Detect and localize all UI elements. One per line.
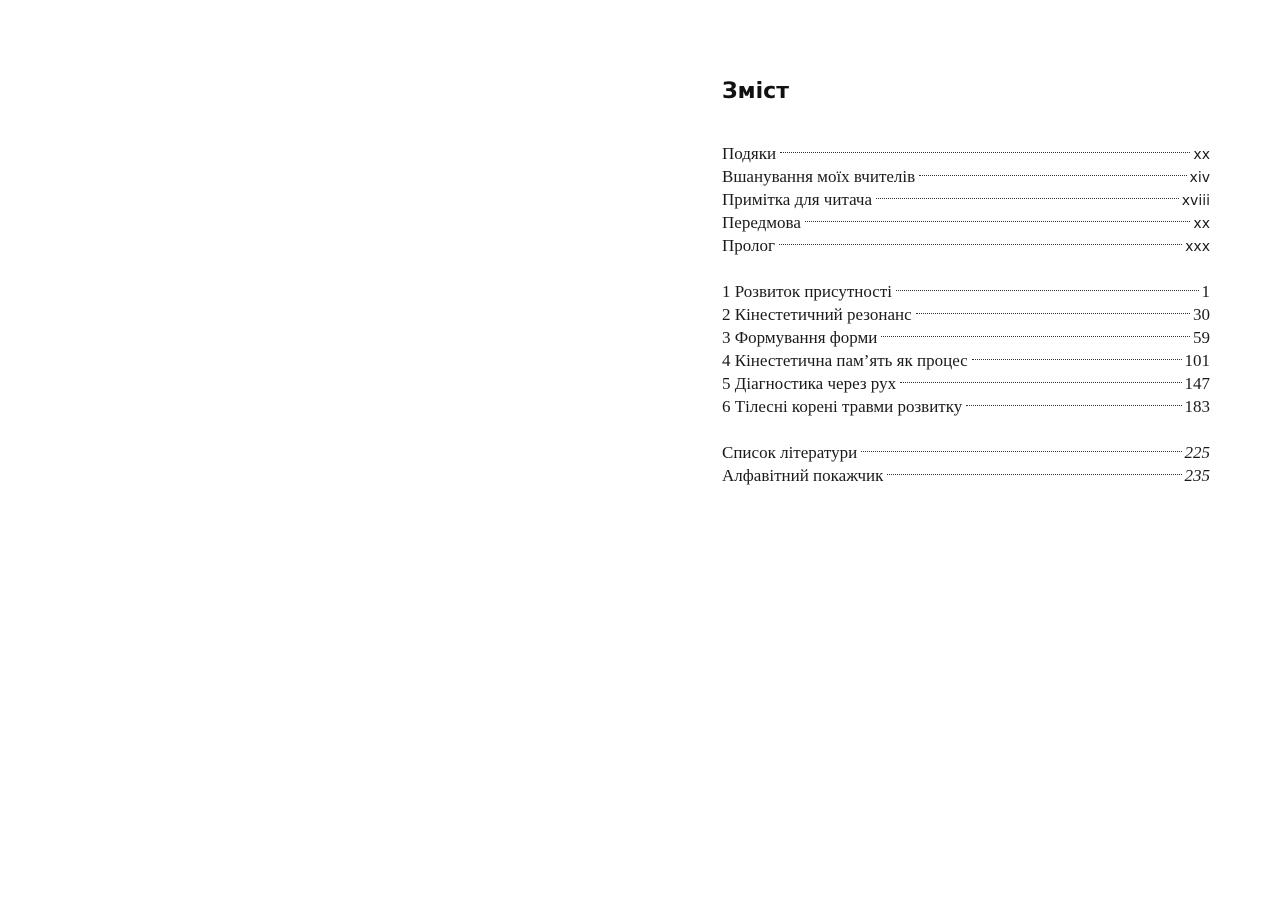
chapters-list — [722, 274, 1210, 416]
dot-leader — [896, 274, 1199, 297]
dot-leader — [861, 435, 1181, 458]
toc-entry-label: Подяки — [722, 144, 777, 163]
toc-entry-bibliography[interactable] — [722, 435, 1210, 462]
toc-entry-page: xviii — [1181, 193, 1210, 209]
toc-entry-page: 183 — [1184, 397, 1210, 416]
toc-entry-label: Вшанування моїх вчителів — [722, 167, 916, 186]
toc-page — [640, 0, 1280, 907]
dot-leader — [900, 366, 1181, 389]
toc-entry-page: xx — [1193, 147, 1210, 163]
toc-entry-label: 5 Діагностика через рух — [722, 374, 897, 393]
dot-leader — [881, 320, 1190, 343]
toc-entry-page: 1 — [1201, 282, 1210, 301]
toc-entry-label: 2 Кінестетичний резонанс — [722, 305, 912, 324]
toc-entry-page: xiv — [1189, 170, 1210, 186]
toc-entry-page: xx — [1193, 216, 1210, 232]
toc-entry-chapter-1[interactable] — [722, 274, 1210, 301]
toc-entry-label: Передмова — [722, 213, 801, 232]
dot-leader — [966, 389, 1181, 412]
toc-entry-page: 59 — [1193, 328, 1210, 347]
toc-entry-page: 147 — [1184, 374, 1210, 393]
dot-leader — [876, 182, 1179, 205]
table-of-contents — [722, 76, 1210, 504]
toc-entry-page: 235 — [1184, 466, 1210, 485]
toc-entry-label: 3 Формування форми — [722, 328, 878, 347]
front-matter-list — [722, 136, 1210, 255]
toc-entry-acknowledgements[interactable] — [722, 136, 1210, 163]
toc-entry-label: 1 Розвиток присутності — [722, 282, 892, 301]
dot-leader — [916, 297, 1190, 320]
toc-entry-page: 225 — [1184, 443, 1210, 462]
dot-leader — [887, 458, 1181, 481]
toc-entry-page: 30 — [1193, 305, 1210, 324]
dot-leader — [919, 159, 1186, 182]
toc-entry-page: 101 — [1184, 351, 1210, 370]
dot-leader — [805, 205, 1191, 228]
toc-entry-prologue[interactable] — [722, 228, 1210, 255]
toc-entry-label: 6 Тілесні корені травми розвитку — [722, 397, 963, 416]
toc-entry-label: 4 Кінестетична пам’ять як процес — [722, 351, 968, 370]
toc-title: Зміст — [722, 79, 789, 104]
toc-entry-label: Пролог — [722, 236, 776, 255]
dot-leader — [779, 228, 1182, 251]
toc-entry-page: xxx — [1185, 239, 1210, 255]
dot-leader — [780, 136, 1190, 159]
dot-leader — [972, 343, 1182, 366]
toc-entry-label: Примітка для читача — [722, 190, 873, 209]
toc-entry-label: Алфавітний покажчик — [722, 466, 884, 485]
toc-entry-label: Список літератури — [722, 443, 858, 462]
back-matter-list — [722, 435, 1210, 485]
toc-entry-honoring-teachers[interactable] — [722, 159, 1210, 186]
